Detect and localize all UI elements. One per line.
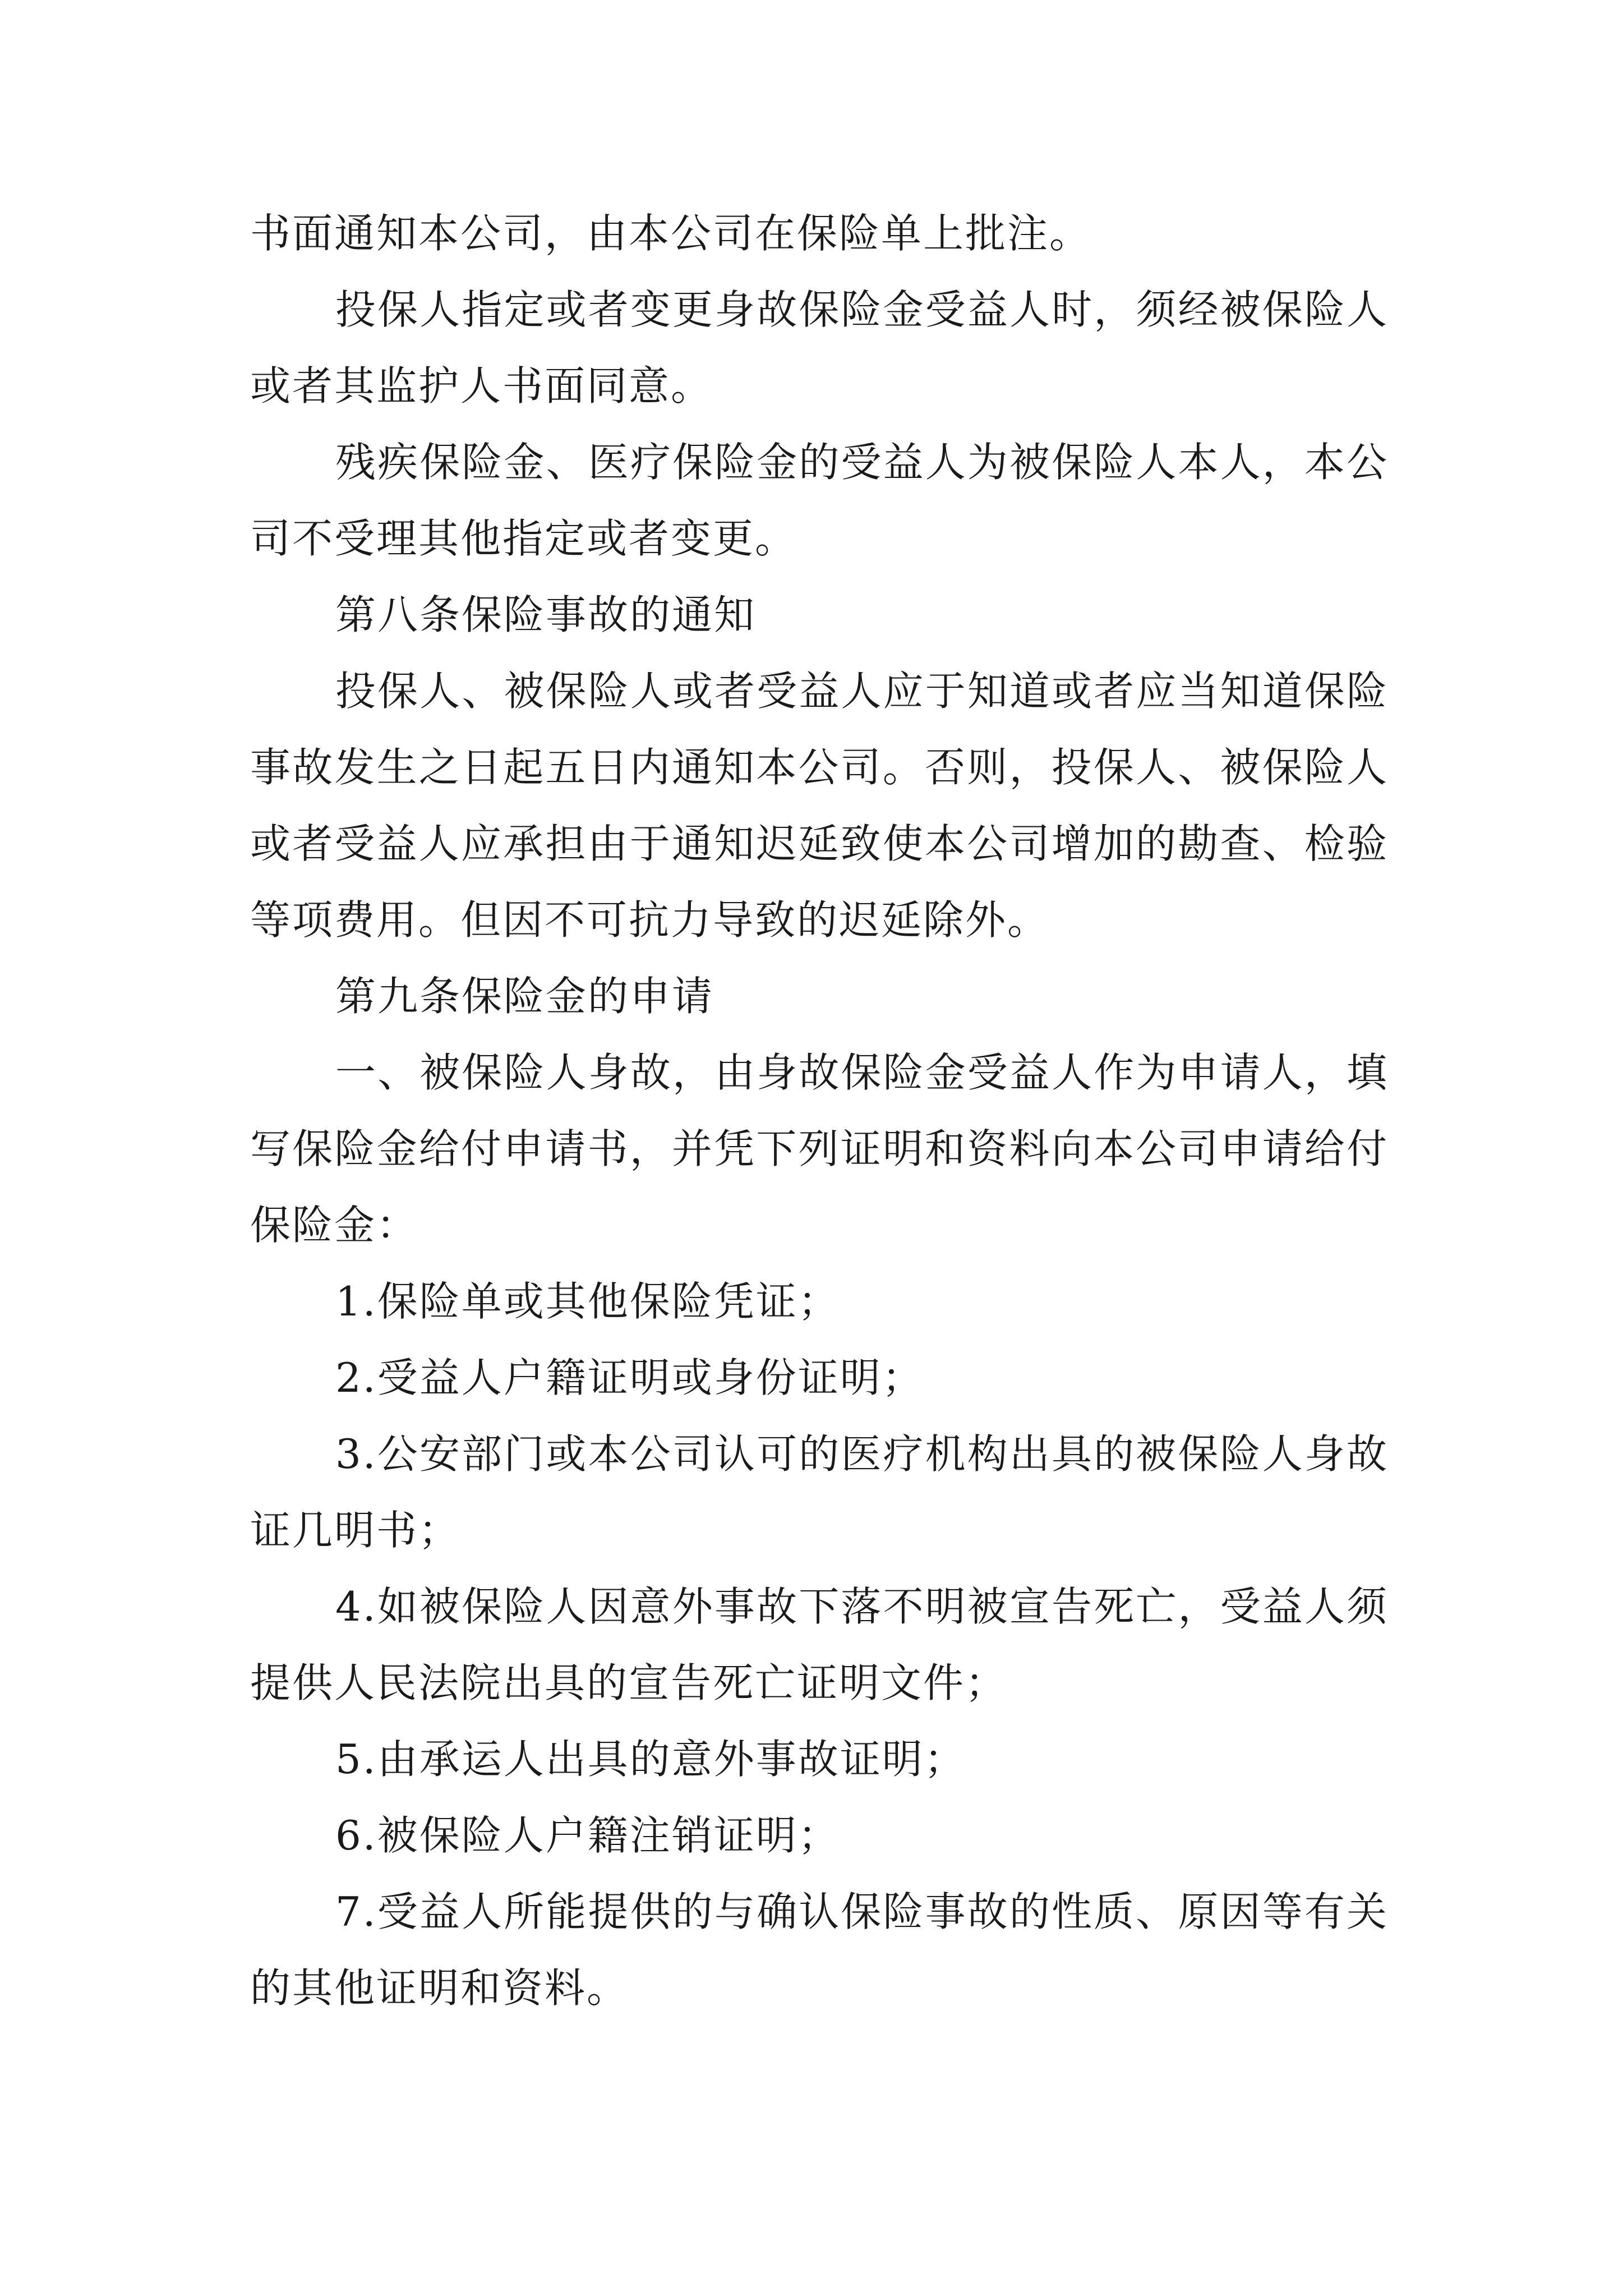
paragraph-continuation: 书面通知本公司，由本公司在保险单上批注。 [250, 210, 1092, 257]
paragraph-disability-medical-beneficiary: 残疾保险金、医疗保险金的受益人为被保险人本人，本公司不受理其他指定或者变更。 [250, 439, 1389, 562]
article-8-heading: 第八条保险事故的通知 [335, 591, 757, 638]
list-item-5: 5.由承运人出具的意外事故证明； [335, 1736, 966, 1783]
list-item-6: 6.被保险人户籍注销证明； [335, 1812, 840, 1859]
list-item-4: 4.如被保险人因意外事故下落不明被宣告死亡，受益人须提供人民法院出具的宣告死亡证明文件； [250, 1583, 1389, 1706]
paragraph-beneficiary-change: 投保人指定或者变更身故保险金受益人时，须经被保险人或者其监护人书面同意。 [250, 286, 1389, 409]
list-item-7: 7.受益人所能提供的与确认保险事故的性质、原因等有关的其他证明和资料。 [250, 1888, 1389, 2012]
paragraph-accident-notice: 投保人、被保险人或者受益人应于知道或者应当知道保险事故发生之日起五日内通知本公司。否则，投保人、被保险人或者受益人应承担由于通知迟延致使本公司增加的勘查、检验等项费用。但因不可抗力导致的迟延除外。 [250, 668, 1389, 944]
list-item-1: 1.保险单或其他保险凭证； [335, 1278, 840, 1325]
article-9-heading: 第九条保险金的申请 [335, 973, 714, 1020]
document-body [250, 195, 1389, 2026]
list-item-2: 2.受益人户籍证明或身份证明； [335, 1354, 924, 1401]
list-item-3: 3.公安部门或本公司认可的医疗机构出具的被保险人身故证几明书； [250, 1430, 1389, 1554]
paragraph-death-claim: 一、被保险人身故，由身故保险金受益人作为申请人，填写保险金给付申请书，并凭下列证明和资料向本公司申请给付保险金： [250, 1049, 1389, 1249]
